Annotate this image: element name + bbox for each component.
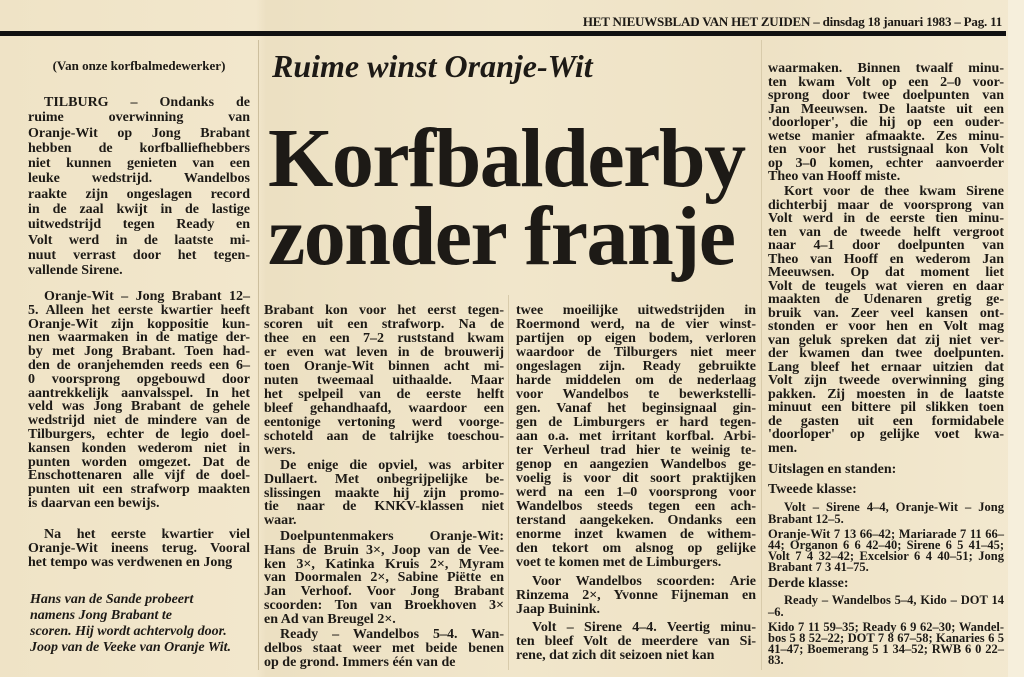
section-heading — [768, 576, 1004, 591]
paragraph — [28, 95, 250, 279]
text-line: Volt de teugels wat vieren en daar — [768, 278, 1004, 294]
text-line: nen waarmaken in de matige der- — [28, 330, 250, 346]
text-line: Rinzema 2×, Yvonne Fijneman en — [516, 588, 756, 603]
text-line — [516, 621, 756, 635]
text-line: Dullaert. Met onbegrijpelijke be- — [264, 471, 504, 487]
text-line: Doelpuntenmakers Oranje-Wit: — [280, 529, 504, 544]
text-line: Oranje-Wit op Jong Brabant — [28, 125, 250, 141]
paragraph — [516, 621, 756, 663]
text-line: 'doorloper', die hij op een ouder- — [768, 115, 1004, 130]
bold-lead-in: Ready – Wandelbos 5–4. — [280, 627, 458, 642]
text-line: raakte zijn ongeslagen record — [28, 186, 250, 202]
text-line: Volt werd in de laatste mi- — [28, 232, 250, 248]
text-line: 'doorloper' op gelijke voet kwa- — [768, 427, 1004, 442]
text-line: partijen op eigen bodem, verloren — [516, 331, 756, 346]
text-line: ten kwam Volt op een 2–0 voor- — [768, 74, 1004, 90]
text-line: toen Oranje-Wit binnen acht mi- — [264, 359, 504, 374]
text-line: rene, dat zich dit seizoen niet kan — [516, 648, 715, 663]
text-line: slissingen maakte hij zijn promo- — [264, 485, 504, 501]
paragraph — [28, 528, 250, 570]
paragraph — [264, 530, 504, 627]
text-line: Brabant kon voor het eerst tegen- — [264, 303, 504, 318]
text-line: ten voor het rustsignaal kon Volt — [768, 142, 1004, 157]
photo-caption — [30, 592, 245, 656]
text-line: wetse manier afmaakte. Zes minu- — [768, 128, 1004, 144]
text-line: punten uit een strafworp maakten — [28, 482, 250, 498]
text-line: 0 voorsprong opgebouwd door — [28, 371, 250, 387]
text-line: Jan Meeuwsen. De laatste uit een — [768, 101, 1004, 117]
text-line: voor Wandelbos te bewerkstelli- — [516, 387, 756, 402]
text-line: wedstrijd niet de mindere van de — [28, 413, 250, 429]
text-line: ten van de tweede helft vergroot — [768, 224, 1004, 240]
text-line: ken 3×, Katinka Kruis 2×, Myram — [264, 556, 504, 572]
column-divider — [761, 40, 762, 670]
text-line: gen. Vanaf het beginsignaal gin- — [516, 401, 756, 416]
text-line: Wandelbos steeds tegen een ach- — [516, 499, 756, 514]
text-line: terstand aangekeken. Ondanks een — [516, 513, 756, 528]
byline: (Van onze korfbalmedewerker) — [52, 58, 226, 73]
text-line: –6. — [768, 604, 784, 619]
text-line: werd na een 1–0 voorsprong voor — [516, 485, 756, 500]
text-line: Hans de Bruin 3×, Joop van de Vee- — [264, 542, 504, 558]
text-line: Ready – Wandelbos 5–4, Kido – DOT 14 — [784, 593, 1004, 607]
text-line: is daarvan een bewijs. — [28, 495, 160, 511]
text-line: Roermond werd, na de vier winst- — [516, 317, 756, 332]
text-line: Theo van Hooff en wederom Jan — [768, 251, 1004, 267]
paragraph — [264, 459, 504, 528]
text-line: Voor Wandelbos scoorden: Arie — [532, 574, 756, 589]
text-line: naar 4–1 door doelpunten van — [768, 238, 1004, 253]
text-line: Volt 7 4 32–42; Excelsior 6 4 40–51; Jong — [768, 549, 1004, 563]
text-line: waarmaken. Binnen twaalf minu- — [768, 61, 1004, 76]
text-line: Volt zijn tweede overwinning ging — [768, 373, 1004, 388]
text-line: veld was Jong Brabant de gehele — [28, 399, 250, 415]
text-line: Volt – Sirene 4–4, Oranje-Wit – Jong — [784, 500, 1004, 514]
text-line: niet kunnen genieten van een — [28, 156, 250, 172]
text-line: tie naar de KNKV-klassen niet — [264, 499, 504, 515]
text-line: delbos staat weer met beide benen — [264, 641, 504, 656]
paragraph — [768, 595, 1004, 618]
text-line: gen de Limburgers er hard tegen- — [516, 415, 756, 430]
headline-line-2: zonder franje — [268, 190, 735, 283]
text-line: genop en aangezien Wandelbos ge- — [516, 457, 756, 472]
section-heading — [768, 462, 1004, 477]
text-line: aan o.a. met irritant korfbal. Arbi- — [516, 429, 756, 444]
text-line: voet te komen met de Limburgers. — [516, 555, 722, 570]
line-text: Alleen het eerste kwartier heeft — [38, 302, 250, 318]
text-line: waardoor de Tilburgers niet meer — [516, 345, 756, 360]
text-line: hebben de korfballiefhebbers — [28, 140, 250, 156]
text-line: sprong door twee doelpunten van — [768, 88, 1004, 103]
text-line: minuut een bittere pil slikken toen — [768, 400, 1004, 415]
text-line: Jaap Buinink. — [516, 602, 601, 617]
text-line: ruime overwinning van — [28, 110, 250, 126]
text-line: Oranje-Wit zijn koppositie kun- — [28, 316, 250, 332]
text-line: bruik van. Zeer veel kansen ont- — [768, 305, 1004, 321]
text-line: den tekort om alsnog op gelijke — [516, 541, 756, 556]
text-line: twee moeilijke uitwedstrijden in — [516, 303, 756, 318]
bold-lead-in: 5. — [28, 302, 39, 318]
text-line: waar. — [264, 513, 297, 529]
section-heading — [768, 482, 1004, 497]
text-line: Oranje-Wit 7 13 66–42; Mariarade 7 11 66– — [768, 527, 1004, 541]
text-line: Jan Verhoof. Voor Jong Brabant — [264, 584, 504, 600]
text-line: 41–47; Boemerang 5 1 34–52; RWB 6 0 22– — [768, 642, 1004, 656]
text-line: harde middelen om de nederlaag — [516, 373, 756, 388]
text-line: Tilburgers, echter de legio doel- — [28, 426, 250, 442]
column-divider — [508, 295, 509, 670]
text-line: scoren. Hij wordt achtervolg door. — [30, 624, 227, 639]
line-text: Veertig minu- — [656, 620, 756, 635]
text-line: TILBURG – Ondanks de — [44, 95, 250, 110]
text-line: scoren uit een strafworp. Na de — [264, 317, 504, 332]
text-line: Brabant 12–5. — [768, 511, 844, 526]
text-line: Joop van de Veeke van Oranje Wit. — [30, 640, 232, 655]
text-line: maakten de Udenaren gretig ge- — [768, 292, 1004, 307]
text-line: wers. — [264, 443, 296, 458]
paragraph — [516, 575, 756, 617]
text-line: en Ad van Breugel 2×. — [264, 611, 396, 627]
headline-line-1: Korfbalderby — [268, 112, 745, 205]
line-text: Wan- — [457, 627, 504, 642]
text-line: De enige die opviel, was arbiter — [280, 458, 504, 473]
text-line — [28, 290, 250, 304]
bold-lead-in: Oranje-Wit – Jong Brabant 12– — [44, 289, 250, 304]
text-line: Uitslagen en standen: — [768, 462, 897, 477]
text-line: ter Verheul trad hier te weinig te- — [516, 443, 756, 458]
text-line: van geluk spreken dat zij niet ver- — [768, 332, 1004, 348]
text-line: thee en een 7–2 ruststand kwam — [264, 331, 504, 346]
text-line: men. — [768, 440, 798, 456]
text-line: op 3–0 komen, echter aanvoerder — [768, 155, 1004, 171]
newspaper-masthead: HET NIEUWSBLAD VAN HET ZUIDEN – dinsdag 18 januari 1983 – Pag. 11 — [582, 14, 1002, 29]
text-line: Brabant 7 3 41–75. — [768, 560, 869, 574]
text-line: voelig is voor dit soort praktijken — [516, 471, 756, 486]
text-line: nuten tweemaal uithaalde. Maar — [264, 373, 504, 388]
text-line: namens Jong Brabant te — [30, 608, 172, 623]
text-line: er even wat leven in de brouwerij — [264, 345, 504, 360]
text-line: Meeuwsen. Op dat moment liet — [768, 265, 1004, 280]
text-line: Kido 7 11 59–35; Ready 6 9 62–30; Wandel- — [768, 620, 1004, 634]
text-line: enorme inzet kwamen de withem- — [516, 527, 756, 542]
text-line: vallende Sirene. — [28, 263, 123, 279]
column-divider — [258, 40, 259, 670]
text-line: Oranje-Wit ineens terug. Vooral — [28, 541, 250, 556]
paragraph — [768, 185, 1004, 455]
text-line: Volt werd in de eerste tien minu- — [768, 211, 1004, 226]
text-line: punten worden omgezet. Dat de — [28, 454, 250, 470]
text-line: nuut verrast door het tegen- — [28, 247, 250, 263]
paragraph — [516, 304, 756, 570]
paragraph — [264, 628, 504, 670]
text-line: bleef gehandhaafd, waardoor een — [264, 401, 504, 416]
bold-lead-in: Volt – Sirene 4–4. — [532, 620, 657, 635]
text-line: der kwamen dan twee doelpunten. — [768, 346, 1004, 361]
paragraph — [768, 622, 1004, 666]
text-line: leuke wedstrijd. Wandelbos — [28, 171, 250, 187]
text-line: den de oranjehemden reeds een 6– — [28, 357, 250, 373]
text-line: Hans van de Sande probeert — [30, 592, 194, 607]
text-line: het tempo was verdwenen en Jong — [28, 555, 233, 570]
text-line: bos 5 8 52–22; DOT 7 8 67–58; Kanaries 6 5 — [768, 631, 1004, 645]
text-line: in de zaal kwijt in de lastige — [28, 202, 250, 218]
text-line: Theo van Hooff miste. — [768, 169, 901, 184]
text-line: 83. — [768, 653, 784, 667]
text-line — [264, 628, 504, 642]
text-line: uitwedstrijd tegen Ready en — [28, 217, 250, 233]
paragraph — [768, 502, 1004, 525]
text-line: Kort voor de thee kwam Sirene — [784, 184, 1004, 199]
text-line: scoorden: Ton van Broekhoven 3× — [264, 597, 504, 613]
text-line — [28, 304, 250, 318]
article-kicker: Ruime winst Oranje-Wit — [272, 48, 593, 84]
text-line: aantrekkelijk aanvalsspel. In het — [28, 385, 250, 401]
text-line: ongeslagen zijn. Ready gebruikte — [516, 359, 756, 374]
text-line: kansen konden wederom niet in — [28, 440, 250, 456]
text-line: schoteld aan de talrijke toeschou- — [264, 429, 504, 444]
top-rule — [0, 31, 1006, 36]
text-line: eentonige vertoning werd voorge- — [264, 415, 504, 430]
text-line: Na het eerste kwartier viel — [44, 527, 250, 542]
text-line: ten bleef Volt de meerdere van Si- — [516, 634, 756, 649]
text-line: by met Jong Brabant. Toen had- — [28, 344, 250, 360]
text-line: Lang bleef het ernaar uitzien dat — [768, 359, 1004, 375]
text-line: dichterbij maar de voorsprong van — [768, 197, 1004, 213]
paper-edge — [1008, 0, 1024, 677]
text-line: Enschottenaren alle vijf de doel- — [28, 468, 250, 484]
text-line: Tweede klasse: — [768, 482, 857, 497]
text-line: de gasten uit een formidabele — [768, 413, 1004, 429]
paragraph — [768, 62, 1004, 184]
text-line: van Doormalen 2×, Sabine Piëtte en — [264, 570, 504, 586]
paragraph — [28, 290, 250, 511]
paragraph — [768, 529, 1004, 573]
text-line: op de grond. Immers één van de — [264, 655, 456, 670]
text-line: stonden er voor hen en Volt mag — [768, 319, 1004, 334]
text-line: 44; Organon 6 6 42–40; Sirene 6 5 41–45; — [768, 538, 1004, 552]
paragraph — [264, 304, 504, 458]
text-line: Derde klasse: — [768, 576, 849, 591]
text-line: pakken. Zij moesten in de laatste — [768, 386, 1004, 402]
text-line: het spelpeil van de eerste helft — [264, 387, 504, 402]
